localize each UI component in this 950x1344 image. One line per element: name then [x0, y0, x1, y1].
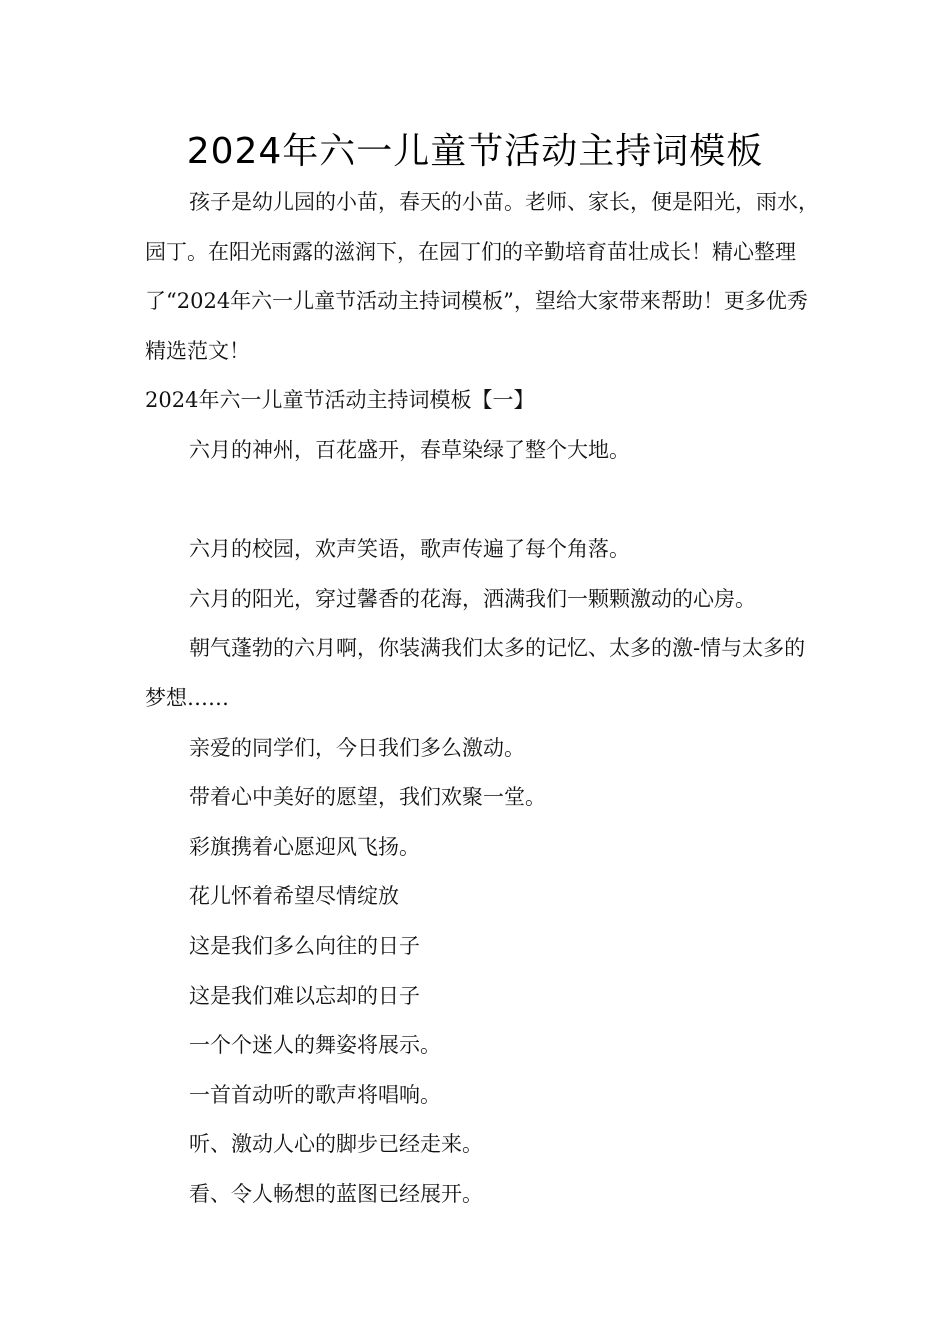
- intro-paragraph: 孩子是幼儿园的小苗，春天的小苗。老师、家长，便是阳光，雨水，园丁。在阳光雨露的滋润下，在园丁们的辛勤培育苗壮成长！精心整理了“2024年六一儿童节活动主持词模板”，望给大家带来帮助！更多优秀精选范文！: [145, 190, 819, 363]
- body-line: 朝气蓬勃的六月啊，你装满我们太多的记忆、太多的激-情与太多的梦想……: [145, 636, 806, 710]
- body-line: 彩旗携着心愿迎风飞扬。: [189, 834, 420, 859]
- body-line: 六月的神州，百花盛开，春草染绿了整个大地。: [189, 437, 630, 462]
- document-title: 2024年六一儿童节活动主持词模板: [186, 131, 764, 172]
- body-line: 看、令人畅想的蓝图已经展开。: [189, 1181, 483, 1206]
- document-body: [145, 178, 825, 1219]
- body-line: 带着心中美好的愿望，我们欢聚一堂。: [189, 785, 546, 810]
- body-line: 这是我们难以忘却的日子: [189, 983, 420, 1008]
- body-line: 花儿怀着希望尽情绽放: [189, 884, 399, 909]
- blank-line: [145, 476, 825, 526]
- body-line: 这是我们多么向往的日子: [189, 933, 420, 958]
- body-line: 六月的校园，欢声笑语，歌声传遍了每个角落。: [189, 537, 630, 562]
- section-heading: 2024年六一儿童节活动主持词模板【一】: [145, 388, 535, 413]
- body-line: 六月的阳光，穿过馨香的花海，洒满我们一颗颗激动的心房。: [189, 586, 756, 611]
- body-line: 听、激动人心的脚步已经走来。: [189, 1132, 483, 1157]
- body-line: 亲爱的同学们，今日我们多么激动。: [189, 735, 525, 760]
- body-line: 一个个迷人的舞姿将展示。: [189, 1033, 441, 1058]
- body-line: 一首首动听的歌声将唱响。: [189, 1082, 441, 1107]
